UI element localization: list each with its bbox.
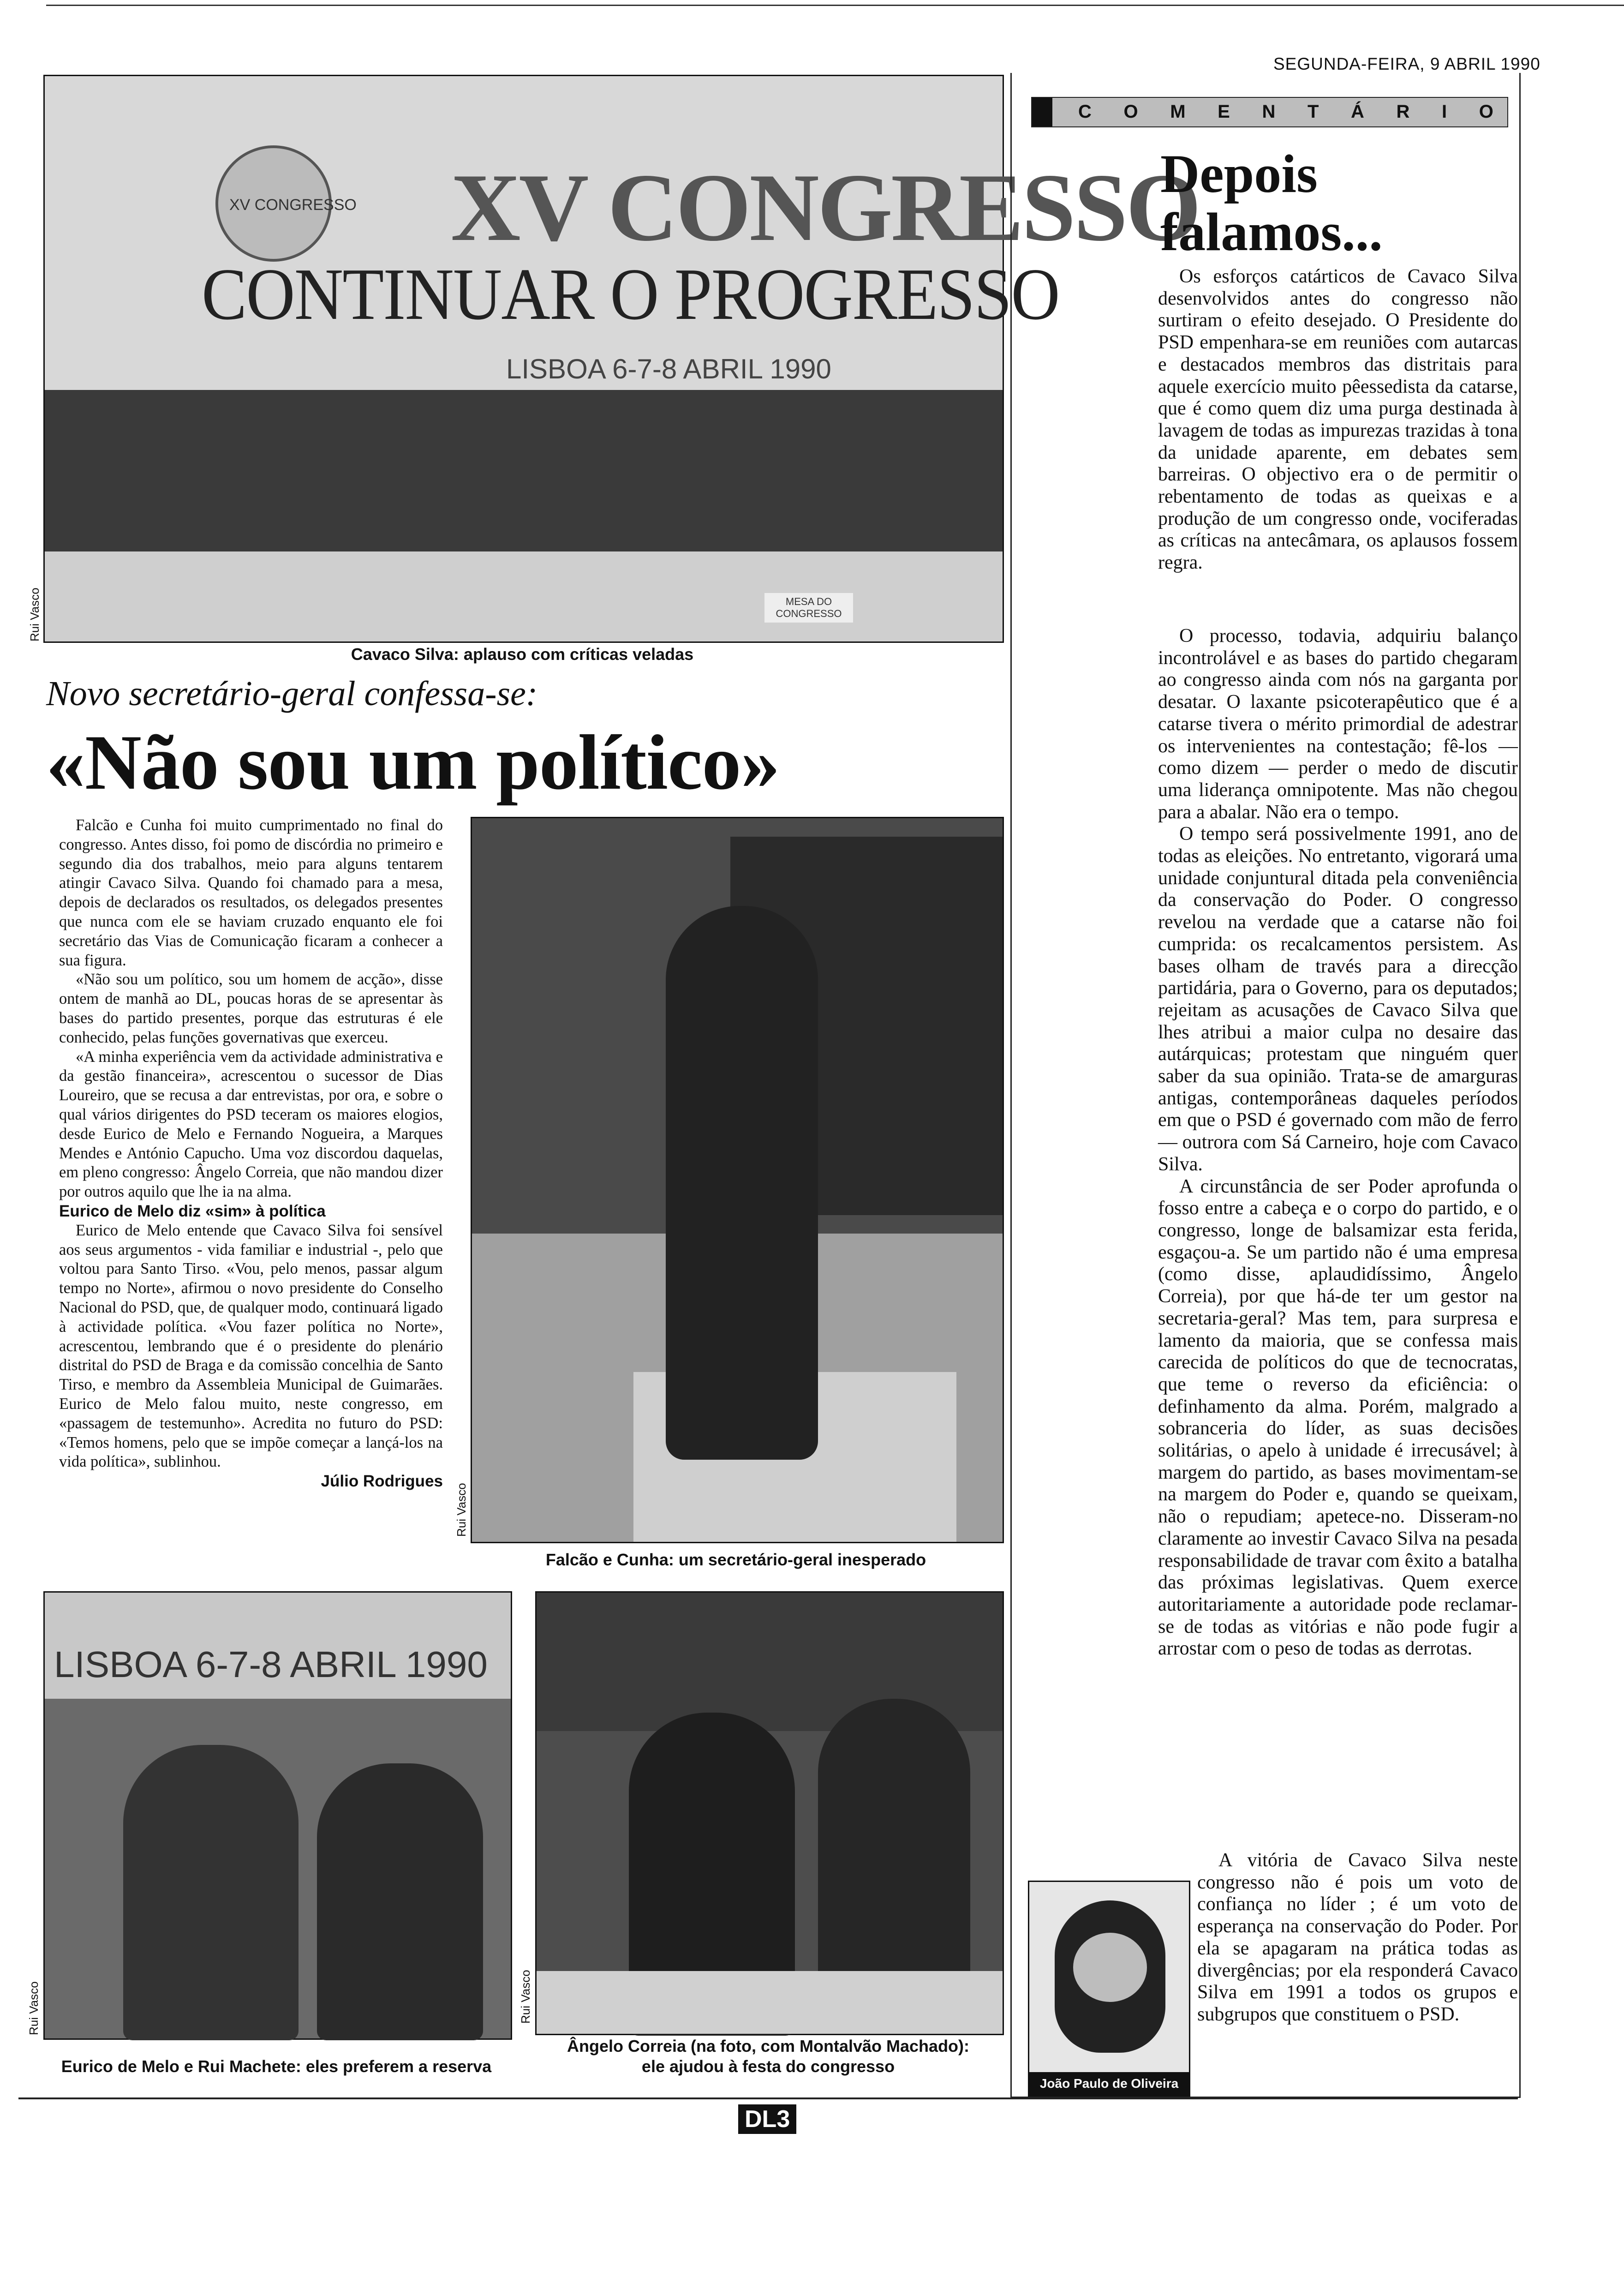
eurico-machete-photo	[43, 1591, 512, 2040]
banner-letter: N	[1262, 102, 1276, 122]
banner-letter: C	[1078, 102, 1092, 122]
commentary-paragraph: O tempo será possivelmente 1991, ano de todas as eleições. No entretanto, vigorará uma unidade conjuntural ditada pela conveniência da conservação do Poder. O congresso revelou na verdade que a catarse não foi cumprida: os recalcamentos persistem. As bases olham de través para a direcção partidária, para o Governo, para os deputados; rejeitam as acusações de Cavaco Silva que lhes atribui a maior culpa no desaire das autárquicas; protestam que ninguém quer saber da sua opinião. Trata-se de amarguras antigas, contemporâneas daqueles períodos em que o PSD é governado com mão de ferro — outrora com Sá Carneiro, hoje com Cavaco Silva.	[1158, 823, 1518, 1175]
author-portrait	[1028, 1881, 1190, 2097]
commentary-banner	[1031, 97, 1508, 127]
falcao-cunha-photo	[471, 817, 1004, 1543]
banner-letter: O	[1479, 102, 1493, 122]
commentary-body-last	[1197, 1850, 1518, 2026]
photo-credit: Rui Vasco	[454, 1483, 468, 1537]
bottom-rule	[18, 2097, 1518, 2099]
article-paragraph: Eurico de Melo entende que Cavaco Silva foi sensível aos seus argumentos - vida familiar e industrial -, pelo que voltou para Santo Tirso. «Vou, pelo menos, passar algum tempo no Norte», afirmou o novo presidente do Conselho Nacional do PSD, que, de qualquer modo, continuará ligado à actividade política. «Vou fazer política no Norte», acrescentou, lembrando que é o presidente do plenário distrital do PSD de Braga e da comissão concelhia de Santo Tirso, e membro da Assembleia Municipal de Guimarães. Eurico de Melo falou muito, neste congresso, em «passagem de testemunho». Acredita no futuro do PSD: «Temos homens, pelo que se impõe começar a lançá-los na vida política», sublinhou.	[59, 1221, 443, 1471]
banner-letter: I	[1442, 102, 1447, 122]
article-subheading: Eurico de Melo diz «sim» à política	[59, 1202, 326, 1220]
table-sign: MESA DO CONGRESSO	[764, 593, 853, 623]
page-mark: DL3	[738, 2104, 796, 2134]
article-headline: «Não sou um político»	[46, 719, 780, 806]
photo-credit: Rui Vasco	[519, 1970, 532, 2024]
article-paragraph: Falcão e Cunha foi muito cumprimentado no final do congresso. Antes disso, foi pomo de discórdia no primeiro e segundo dia dos trabalhos, meio para alguns tentarem atingir Cavaco Silva. Quando foi chamado para a mesa, depois de declarados os resultados, os delegados presentes que nunca com ele se haviam cruzado enquanto ele foi secretário das Vias de Comunicação ficaram a conhecer a sua figura.	[59, 816, 443, 969]
banner-letter: E	[1218, 102, 1230, 122]
article-body	[59, 816, 443, 1491]
bottom-right-caption-line1: Ângelo Correia (na foto, com Montalvão Machado):	[567, 2037, 970, 2055]
banner-slogan-text: CONTINUAR O PROGRESSO	[202, 253, 1059, 335]
top-photo-caption: Cavaco Silva: aplauso com críticas veladas	[351, 645, 694, 664]
banner-small-text: XV CONGRESSO	[229, 196, 357, 214]
middle-photo-caption: Falcão e Cunha: um secretário-geral inesperado	[545, 1550, 926, 1569]
angelo-correia-photo	[535, 1591, 1004, 2035]
banner-letter: O	[1123, 102, 1138, 122]
bottom-left-caption: Eurico de Melo e Rui Machete: eles preferem a reserva	[61, 2057, 492, 2076]
banner-xv-text: XV CONGRESSO	[451, 154, 1200, 261]
congress-photo	[43, 75, 1200, 643]
photo-credit: Rui Vasco	[27, 1981, 41, 2035]
article-byline: Júlio Rodrigues	[321, 1472, 443, 1491]
person-silhouette	[666, 906, 818, 1460]
commentary-title-line2: falamos...	[1160, 202, 1383, 262]
photo-credit: Rui Vasco	[28, 587, 42, 641]
author-name: João Paulo de Oliveira	[1029, 2072, 1189, 2095]
header-rule	[46, 5, 1624, 6]
commentary-paragraph: O processo, todavia, adquiriu balanço incontrolável e as bases do partido chegaram ao congresso ainda com nós na garganta por desatar. O laxante psicoterapêutico que é a catarse tivera o mérito primordial de adestrar os intervenientes na contestação; fê-los — como dizem — perder o medo de discutir uma liderança omnipotente. Mas não chegou para a abalar. Não era o tempo.	[1158, 625, 1518, 823]
banner-letter: Á	[1351, 102, 1364, 122]
bottom-right-caption-line2: ele ajudou à festa do congresso	[641, 2057, 895, 2076]
banner-letter: M	[1170, 102, 1186, 122]
banner-letter: T	[1307, 102, 1319, 122]
commentary-body-main	[1158, 625, 1518, 1660]
commentary-paragraph: Os esforços catárticos de Cavaco Silva desenvolvidos antes do congresso não surtiram o efeito desejado. O Presidente do PSD empenhara-se em reuniões com autarcas e destacados membros das distritais para aquele exercício muito pêessedista da catarse, que é como quem diz uma purga destinada à lavagem de todas as impurezas trazidas à tona da unidade aparente, em debates sem barreiras. O objectivo era o de permitir o rebentamento de todas as queixas e a produção de um congresso onde, vociferadas as críticas na antecâmara, os aplausos fossem regra.	[1158, 266, 1518, 574]
article-kicker: Novo secretário-geral confessa-se:	[46, 674, 538, 713]
banner-letter: R	[1396, 102, 1410, 122]
commentary-title-line1: Depois	[1160, 144, 1318, 204]
article-paragraph: «Não sou um político, sou um homem de acção», disse ontem de manhã ao DL, poucas horas de se apresentar às bases do partido presentes, porque das estruturas é ele conhecido, pelas funções governativas que exerceu.	[59, 971, 443, 1046]
commentary-body-upper	[1158, 266, 1518, 574]
commentary-paragraph: A circunstância de ser Poder aprofunda o fosso entre a cabeça e o corpo do partido, e o congresso, longe de balsamizar esta ferida, esgaçou-a. Se um partido não é uma empresa (como disse, aplaudidíssimo, Ângelo Correia), por que há-de ter um gestor na secretaria-geral? Mas tem, para surpresa e lamento da maioria, que se confessa mais carecida de políticos do que de tecnocratas, que teme o reverso da eficiência: o definhamento da alma. Porém, malgrado a sobranceria do líder, as suas decisões solitárias, o apelo à unidade é irrecusável; à margem do partido, as bases movimentam-se na margem do Poder e, quando se queixam, não o repudiam; apetece-no. Disseram-no claramente ao investir Cavaco Silva na pesada responsabilidade de travar com êxito a batalha das próximas legislativas. Quem exerce autoritariamente a autoridade pode reclamar-se de todas as vitórias e não pode fugir a arrostar com o peso de todas as derrotas.	[1158, 1175, 1518, 1660]
banner-place-text: LISBOA 6-7-8 ABRIL 1990	[506, 354, 831, 384]
date-line: SEGUNDA-FEIRA, 9 ABRIL 1990	[1273, 54, 1540, 73]
article-paragraph: «A minha experiência vem da actividade administrativa e da gestão financeira», acrescentou o sucessor de Dias Loureiro, que se recusa a dar entrevistas, por ora, e sobre o qual vários dirigentes do PSD teceram os maiores elogios, desde Eurico de Melo e Fernando Nogueira, a Marques Mendes e António Capucho. Uma voz discordou daquelas, em pleno congresso: Ângelo Correia, que não mandou dizer por outros aquilo que lhe ia na alma.	[59, 1048, 443, 1201]
commentary-paragraph: A vitória de Cavaco Silva neste congresso não é pois um voto de confiança no líder ; é um voto de esperança na conservação do Poder. Por ela se apagaram na prática todas as divergências; por ela responderá Cavaco Silva em 1991 a todos os grupos e subgrupos que constituem o PSD.	[1197, 1850, 1518, 2025]
banner-place-text: LISBOA 6-7-8 ABRIL 1990	[54, 1644, 488, 1685]
banner-block	[1032, 98, 1052, 126]
